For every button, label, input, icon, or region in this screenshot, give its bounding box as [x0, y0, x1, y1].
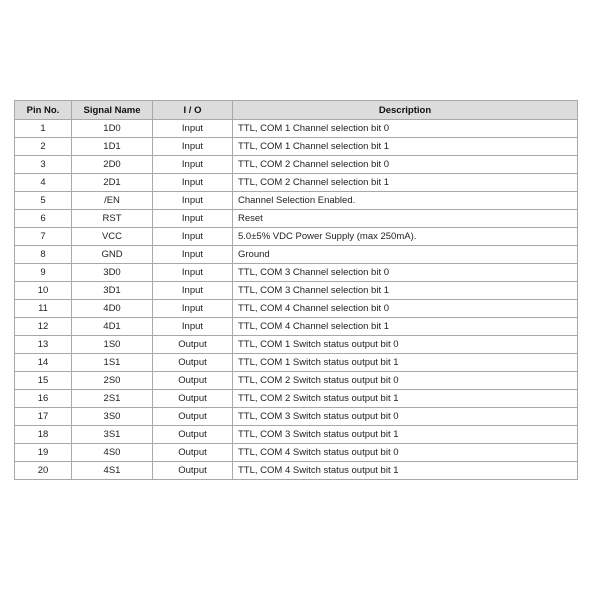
- pin-no-cell: 3: [15, 156, 72, 174]
- table-row: [15, 264, 578, 282]
- pin-assignment-table: [14, 100, 578, 480]
- io-cell: Output: [153, 336, 233, 354]
- signal-name-cell: 1S1: [72, 354, 153, 372]
- signal-name-cell: 3D1: [72, 282, 153, 300]
- table-row: [15, 282, 578, 300]
- description-cell: Ground: [233, 246, 578, 264]
- header-signal-name: Signal Name: [72, 101, 153, 120]
- header-io: I / O: [153, 101, 233, 120]
- table-row: [15, 318, 578, 336]
- signal-name-cell: GND: [72, 246, 153, 264]
- signal-name-cell: 2D0: [72, 156, 153, 174]
- io-cell: Input: [153, 228, 233, 246]
- description-cell: TTL, COM 1 Switch status output bit 0: [233, 336, 578, 354]
- io-cell: Input: [153, 138, 233, 156]
- table-header-row: [15, 101, 578, 120]
- description-cell: Channel Selection Enabled.: [233, 192, 578, 210]
- table-row: [15, 372, 578, 390]
- pin-no-cell: 19: [15, 444, 72, 462]
- table-row: [15, 246, 578, 264]
- io-cell: Output: [153, 390, 233, 408]
- header-pin-no: Pin No.: [15, 101, 72, 120]
- signal-name-cell: 3S0: [72, 408, 153, 426]
- io-cell: Output: [153, 462, 233, 480]
- pin-no-cell: 6: [15, 210, 72, 228]
- pin-no-cell: 13: [15, 336, 72, 354]
- signal-name-cell: 3S1: [72, 426, 153, 444]
- io-cell: Output: [153, 426, 233, 444]
- description-cell: TTL, COM 1 Channel selection bit 1: [233, 138, 578, 156]
- description-cell: TTL, COM 1 Channel selection bit 0: [233, 120, 578, 138]
- pin-no-cell: 8: [15, 246, 72, 264]
- io-cell: Input: [153, 264, 233, 282]
- signal-name-cell: /EN: [72, 192, 153, 210]
- table-row: [15, 408, 578, 426]
- pin-no-cell: 5: [15, 192, 72, 210]
- signal-name-cell: 4D1: [72, 318, 153, 336]
- table-row: [15, 462, 578, 480]
- pin-no-cell: 14: [15, 354, 72, 372]
- table-row: [15, 390, 578, 408]
- io-cell: Input: [153, 246, 233, 264]
- table-row: [15, 138, 578, 156]
- table-row: [15, 336, 578, 354]
- description-cell: TTL, COM 3 Switch status output bit 1: [233, 426, 578, 444]
- io-cell: Input: [153, 318, 233, 336]
- pin-no-cell: 9: [15, 264, 72, 282]
- pin-no-cell: 7: [15, 228, 72, 246]
- description-cell: TTL, COM 4 Switch status output bit 0: [233, 444, 578, 462]
- description-cell: 5.0±5% VDC Power Supply (max 250mA).: [233, 228, 578, 246]
- description-cell: TTL, COM 2 Switch status output bit 0: [233, 372, 578, 390]
- description-cell: TTL, COM 3 Channel selection bit 1: [233, 282, 578, 300]
- table-row: [15, 210, 578, 228]
- table-row: [15, 444, 578, 462]
- io-cell: Input: [153, 300, 233, 318]
- io-cell: Output: [153, 408, 233, 426]
- description-cell: TTL, COM 4 Channel selection bit 1: [233, 318, 578, 336]
- description-cell: TTL, COM 2 Switch status output bit 1: [233, 390, 578, 408]
- signal-name-cell: 3D0: [72, 264, 153, 282]
- table-row: [15, 120, 578, 138]
- signal-name-cell: 4S0: [72, 444, 153, 462]
- signal-name-cell: 1D1: [72, 138, 153, 156]
- io-cell: Output: [153, 444, 233, 462]
- signal-name-cell: 2S1: [72, 390, 153, 408]
- description-cell: Reset: [233, 210, 578, 228]
- table-row: [15, 426, 578, 444]
- pin-no-cell: 4: [15, 174, 72, 192]
- io-cell: Input: [153, 192, 233, 210]
- io-cell: Output: [153, 372, 233, 390]
- description-cell: TTL, COM 4 Channel selection bit 0: [233, 300, 578, 318]
- io-cell: Input: [153, 282, 233, 300]
- pin-no-cell: 1: [15, 120, 72, 138]
- pin-no-cell: 10: [15, 282, 72, 300]
- description-cell: TTL, COM 2 Channel selection bit 0: [233, 156, 578, 174]
- io-cell: Input: [153, 120, 233, 138]
- signal-name-cell: 1D0: [72, 120, 153, 138]
- pin-no-cell: 11: [15, 300, 72, 318]
- description-cell: TTL, COM 4 Switch status output bit 1: [233, 462, 578, 480]
- pin-no-cell: 2: [15, 138, 72, 156]
- table-row: [15, 174, 578, 192]
- signal-name-cell: 2S0: [72, 372, 153, 390]
- table-row: [15, 228, 578, 246]
- header-description: Description: [233, 101, 578, 120]
- table-row: [15, 300, 578, 318]
- io-cell: Input: [153, 174, 233, 192]
- pin-no-cell: 17: [15, 408, 72, 426]
- io-cell: Output: [153, 354, 233, 372]
- signal-name-cell: 4S1: [72, 462, 153, 480]
- pin-no-cell: 16: [15, 390, 72, 408]
- pin-no-cell: 12: [15, 318, 72, 336]
- signal-name-cell: 2D1: [72, 174, 153, 192]
- description-cell: TTL, COM 1 Switch status output bit 1: [233, 354, 578, 372]
- signal-name-cell: 4D0: [72, 300, 153, 318]
- signal-name-cell: RST: [72, 210, 153, 228]
- description-cell: TTL, COM 3 Switch status output bit 0: [233, 408, 578, 426]
- table-row: [15, 156, 578, 174]
- pin-no-cell: 20: [15, 462, 72, 480]
- table-row: [15, 192, 578, 210]
- description-cell: TTL, COM 3 Channel selection bit 0: [233, 264, 578, 282]
- io-cell: Input: [153, 210, 233, 228]
- pin-no-cell: 18: [15, 426, 72, 444]
- pin-no-cell: 15: [15, 372, 72, 390]
- signal-name-cell: VCC: [72, 228, 153, 246]
- signal-name-cell: 1S0: [72, 336, 153, 354]
- table-row: [15, 354, 578, 372]
- description-cell: TTL, COM 2 Channel selection bit 1: [233, 174, 578, 192]
- io-cell: Input: [153, 156, 233, 174]
